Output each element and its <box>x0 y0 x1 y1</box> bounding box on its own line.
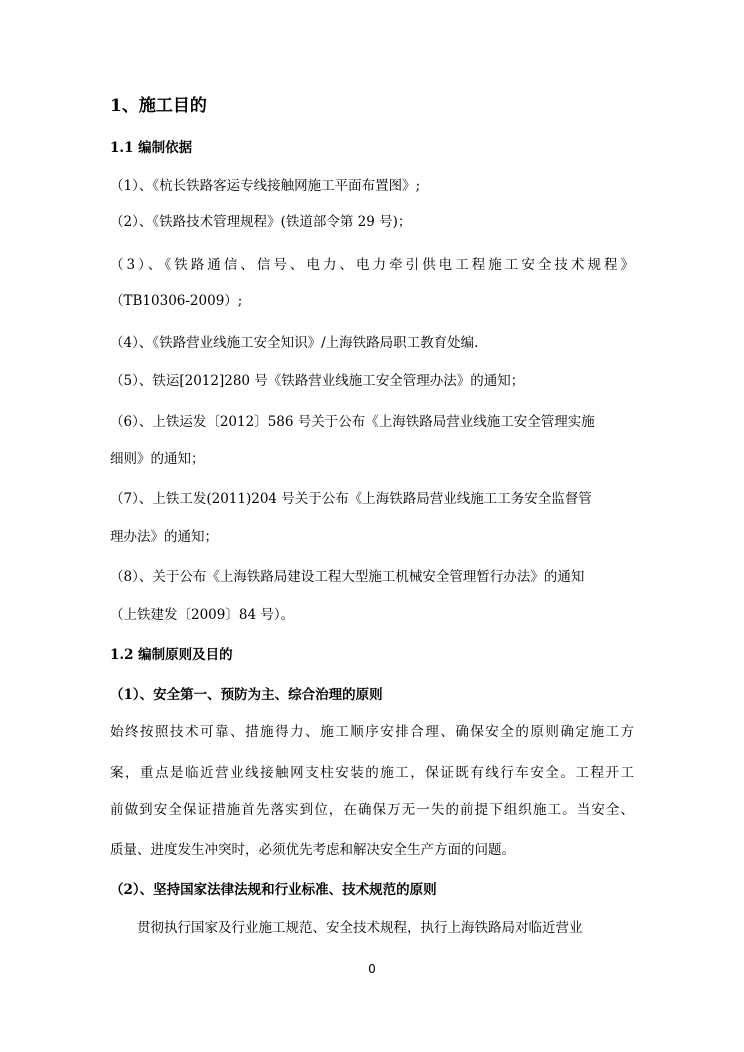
reference-item-7: （7）、上铁工发(2011)204 号关于公布《上海铁路局营业线施工工务安全监督管 <box>110 491 592 507</box>
reference-item-8: （8）、关于公布《上海铁路局建设工程大型施工机械安全管理暂行办法》的通知 <box>110 569 585 585</box>
principle-2-paragraph-line: 贯彻执行国家及行业施工规范、安全技术规程，执行上海铁路局对临近营业 <box>137 920 583 936</box>
reference-item-7-continued: 理办法》的通知； <box>110 529 218 545</box>
reference-item-4: （4）、《铁路营业线施工安全知识》/上海铁路局职工教育处编. <box>110 335 479 351</box>
heading-basis-of-compilation: 1.1 编制依据 <box>110 140 193 156</box>
principle-1-paragraph-line: 案，重点是临近营业线接触网支柱安装的施工，保证既有线行车安全。工程开工 <box>110 765 634 781</box>
reference-item-3: （3）、《铁路通信、信号、电力、电力牵引供电工程施工安全技术规程》 <box>110 257 634 273</box>
reference-item-1: （1）、《杭长铁路客运专线接触网施工平面布置图》; <box>110 178 421 194</box>
principle-1-paragraph-line: 始终按照技术可靠、措施得力、施工顺序安排合理、确保安全的原则确定施工方 <box>110 724 634 740</box>
reference-item-8-continued: （上铁建发〔2009〕84 号）。 <box>110 607 295 623</box>
reference-item-6: （6）、上铁运发〔2012〕586 号关于公布《上海铁路局营业线施工安全管理实施 <box>110 414 595 430</box>
principle-2-title: （2）、坚持国家法律法规和行业标准、技术规范的原则 <box>110 882 437 898</box>
principle-1-paragraph-line: 质量、进度发生冲突时，必须优先考虑和解决安全生产方面的问题。 <box>110 842 515 858</box>
principle-1-title: （1）、安全第一、预防为主、综合治理的原则 <box>110 687 383 703</box>
reference-item-3-continued: （TB10306-2009）; <box>110 293 243 309</box>
reference-item-2: （2）、《铁路技术管理规程》(铁道部令第 29 号)； <box>110 214 412 230</box>
heading-compilation-principles: 1.2 编制原则及目的 <box>110 647 233 663</box>
reference-item-5: （5）、铁运[2012]280 号《铁路营业线施工安全管理办法》的通知； <box>110 373 525 389</box>
page-number: 0 <box>368 962 376 976</box>
reference-item-6-continued: 细则》的通知； <box>110 451 205 467</box>
principle-1-paragraph-line: 前做到安全保证措施首先落实到位，在确保万无一失的前提下组织施工。当安全、 <box>110 802 634 818</box>
heading-construction-purpose: 1、施工目的 <box>110 96 207 116</box>
